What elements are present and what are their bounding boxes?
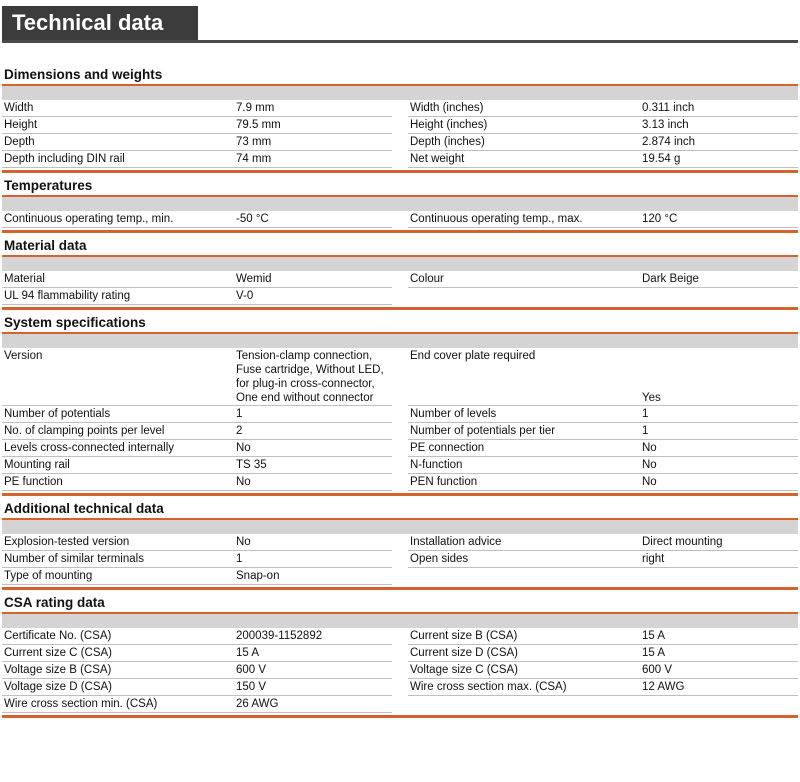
spec-value: 19.54 g: [640, 151, 798, 168]
column-gap: [392, 679, 408, 696]
spec-label: Open sides: [408, 551, 640, 568]
spec-label: Continuous operating temp., min.: [2, 211, 234, 228]
column-gap: [392, 662, 408, 679]
spec-value: 3.13 inch: [640, 117, 798, 134]
column-gap: [392, 551, 408, 568]
spec-value: -50 °C: [234, 211, 392, 228]
spec-value: 2: [234, 423, 392, 440]
column-gap: [392, 423, 408, 440]
section-csa-rating-data: [2, 590, 798, 718]
section-title: Temperatures: [4, 178, 93, 193]
spec-value: Direct mounting: [640, 534, 798, 551]
section-system-specifications: [2, 310, 798, 496]
spec-label: Number of potentials: [2, 406, 234, 423]
spec-label: Wire cross section min. (CSA): [2, 696, 234, 713]
column-gap: [392, 568, 408, 585]
spec-label: PEN function: [408, 474, 640, 491]
spec-label: Voltage size D (CSA): [2, 679, 234, 696]
section-title: Dimensions and weights: [4, 67, 163, 82]
spec-label: Mounting rail: [2, 457, 234, 474]
spec-value: 150 V: [234, 679, 392, 696]
spec-label: Width: [2, 100, 234, 117]
spec-value: 74 mm: [234, 151, 392, 168]
spec-value: 26 AWG: [234, 696, 392, 713]
spec-label: Voltage size C (CSA): [408, 662, 640, 679]
section-title: System specifications: [4, 315, 146, 330]
technical-data-content: [2, 62, 798, 718]
column-gap: [392, 271, 408, 288]
section-material-data: [2, 233, 798, 310]
spec-value: 7.9 mm: [234, 100, 392, 117]
page-title: Technical data: [2, 6, 198, 40]
spec-value: 1: [640, 406, 798, 423]
section-band: [2, 520, 798, 534]
spec-value: [640, 696, 798, 713]
column-gap: [392, 288, 408, 305]
spec-label: Explosion-tested version: [2, 534, 234, 551]
data-table: [2, 271, 798, 305]
section-band: [2, 334, 798, 348]
spec-label: Certificate No. (CSA): [2, 628, 234, 645]
spec-value: Snap-on: [234, 568, 392, 585]
spec-label: Width (inches): [408, 100, 640, 117]
spec-label: N-function: [408, 457, 640, 474]
spec-value: [640, 568, 798, 585]
spec-label: Depth: [2, 134, 234, 151]
section-additional-technical-data: [2, 496, 798, 590]
column-gap: [392, 645, 408, 662]
column-gap: [392, 117, 408, 134]
spec-label: Voltage size B (CSA): [2, 662, 234, 679]
column-gap: [392, 696, 408, 713]
spec-value: 1: [234, 406, 392, 423]
spec-value: No: [234, 534, 392, 551]
spec-label: Current size D (CSA): [408, 645, 640, 662]
spec-value: Dark Beige: [640, 271, 798, 288]
column-gap: [392, 534, 408, 551]
spec-label: [408, 288, 640, 305]
section-bottom-rule: [2, 715, 798, 718]
spec-value: No: [234, 440, 392, 457]
spec-label: PE function: [2, 474, 234, 491]
spec-value: 1: [640, 423, 798, 440]
spec-value: Yes: [640, 348, 798, 406]
spec-value: No: [640, 440, 798, 457]
column-gap: [392, 134, 408, 151]
spec-value: 15 A: [640, 645, 798, 662]
spec-value: 120 °C: [640, 211, 798, 228]
section-dimensions-and-weights: [2, 62, 798, 173]
data-table: [2, 534, 798, 585]
section-title: Material data: [4, 238, 87, 253]
column-gap: [392, 474, 408, 491]
spec-label: Depth (inches): [408, 134, 640, 151]
spec-value: 79.5 mm: [234, 117, 392, 134]
spec-label: Number of similar terminals: [2, 551, 234, 568]
spec-value: 600 V: [640, 662, 798, 679]
spec-value: 15 A: [234, 645, 392, 662]
spec-label: No. of clamping points per level: [2, 423, 234, 440]
spec-label: Number of levels: [408, 406, 640, 423]
spec-label: Type of mounting: [2, 568, 234, 585]
section-band: [2, 86, 798, 100]
spec-value: TS 35: [234, 457, 392, 474]
spec-value: 73 mm: [234, 134, 392, 151]
spec-value: 0.311 inch: [640, 100, 798, 117]
column-gap: [392, 211, 408, 228]
spec-value: No: [234, 474, 392, 491]
spec-label: Net weight: [408, 151, 640, 168]
spec-value: 2.874 inch: [640, 134, 798, 151]
spec-value: 200039-1152892: [234, 628, 392, 645]
spec-value: [640, 288, 798, 305]
spec-value: Tension-clamp connection, Fuse cartridge, Without LED, for plug-in cross-connector, One end without connector: [234, 348, 392, 406]
section-title: CSA rating data: [4, 595, 105, 610]
spec-label: [408, 696, 640, 713]
column-gap: [392, 628, 408, 645]
spec-value: No: [640, 457, 798, 474]
spec-label: End cover plate required: [408, 348, 640, 406]
column-gap: [392, 348, 408, 406]
header-divider: [2, 40, 798, 43]
section-temperatures: [2, 173, 798, 233]
spec-value: 12 AWG: [640, 679, 798, 696]
spec-label: Number of potentials per tier: [408, 423, 640, 440]
spec-label: Depth including DIN rail: [2, 151, 234, 168]
spec-value: 1: [234, 551, 392, 568]
spec-label: [408, 568, 640, 585]
column-gap: [392, 406, 408, 423]
spec-value: V-0: [234, 288, 392, 305]
spec-label: UL 94 flammability rating: [2, 288, 234, 305]
column-gap: [392, 457, 408, 474]
spec-label: Height (inches): [408, 117, 640, 134]
spec-label: Version: [2, 348, 234, 406]
column-gap: [392, 440, 408, 457]
spec-value: No: [640, 474, 798, 491]
spec-label: Levels cross-connected internally: [2, 440, 234, 457]
data-table: [2, 211, 798, 228]
spec-value: 600 V: [234, 662, 392, 679]
spec-label: Colour: [408, 271, 640, 288]
spec-label: Material: [2, 271, 234, 288]
section-title: Additional technical data: [4, 501, 164, 516]
spec-label: Current size B (CSA): [408, 628, 640, 645]
spec-value: right: [640, 551, 798, 568]
data-table: [2, 348, 798, 491]
section-band: [2, 614, 798, 628]
page-header: [2, 6, 798, 42]
spec-label: Installation advice: [408, 534, 640, 551]
column-gap: [392, 100, 408, 117]
spec-label: Continuous operating temp., max.: [408, 211, 640, 228]
spec-value: Wemid: [234, 271, 392, 288]
spec-label: PE connection: [408, 440, 640, 457]
spec-label: Wire cross section max. (CSA): [408, 679, 640, 696]
section-band: [2, 257, 798, 271]
spec-label: Height: [2, 117, 234, 134]
spec-value: 15 A: [640, 628, 798, 645]
section-band: [2, 197, 798, 211]
spec-label: Current size C (CSA): [2, 645, 234, 662]
data-table: [2, 100, 798, 168]
column-gap: [392, 151, 408, 168]
data-table: [2, 628, 798, 713]
